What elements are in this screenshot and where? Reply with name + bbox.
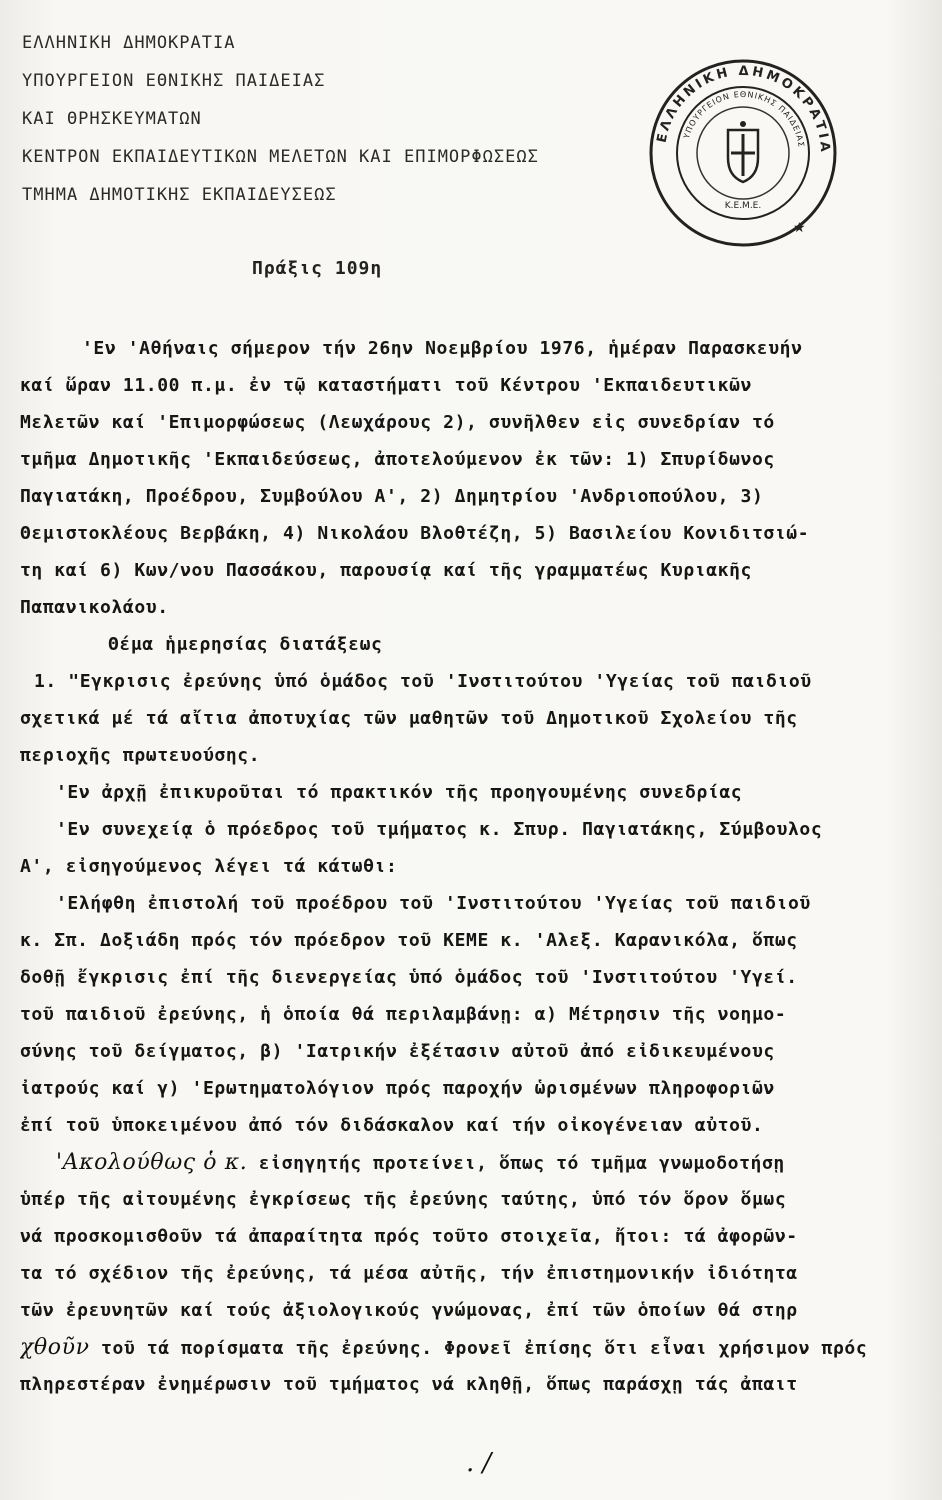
text-line: σύνης τοῦ δείγματος, β) 'Ιατρικήν ἐξέτασιν αὐτοῦ ἀπό εἰδικευμένους: [20, 1041, 775, 1062]
text-line-with-handwriting: [20, 1144, 932, 1181]
stamp-ring-text: ΕΛΛΗΝΙΚΗ ΔΗΜΟΚΡΑΤΙΑ: [654, 63, 833, 156]
minutes-body: [20, 330, 932, 1403]
letterhead-line: ΥΠΟΥΡΓΕΙΟΝ ΕΘΝΙΚΗΣ ΠΑΙΔΕΙΑΣ: [22, 71, 326, 91]
stamp-bottom-text: Κ.Ε.Μ.Ε.: [724, 201, 762, 211]
text-line: ἐπί τοῦ ὑποκειμένου ἀπό τόν διδάσκαλον καί τήν οἰκογένειαν αὐτοῦ.: [20, 1115, 764, 1136]
text-line: Παπανικολάου.: [20, 597, 169, 618]
page-continuation-mark: . /: [466, 1448, 492, 1478]
text-line: τοῦ τά πορίσματα τῆς ἐρεύνης. Φρονεῖ ἐπίσης ὅτι εἶναι χρήσιμον πρός: [101, 1338, 868, 1359]
text-line: 'Εν 'Αθήναις σήμερον τήν 26ην Νοεμβρίου 1976, ἡμέραν Παρασκευήν: [82, 338, 803, 359]
text-line: καί ὥραν 11.00 π.μ. ἐν τῷ καταστήματι τοῦ Κέντρου 'Εκπαιδευτικῶν: [20, 375, 752, 396]
handwritten-prefix: χθοῦν: [20, 1335, 90, 1360]
text-line: νά προσκομισθοῦν τά ἀπαραίτητα πρός τοῦτο στοιχεῖα, ἤτοι: τά ἀφορῶν-: [20, 1226, 798, 1247]
text-line: Μελετῶν καί 'Επιμορφώσεως (Λεωχάρους 2), συνῆλθεν εἰς συνεδρίαν τό: [20, 412, 775, 433]
text-line-with-handwriting: [20, 1329, 932, 1366]
text-line: σχετικά μέ τά αἴτια ἀποτυχίας τῶν μαθητῶν τοῦ Δημοτικοῦ Σχολείου τῆς: [20, 708, 798, 729]
text-line: 1. "Εγκρισις ἐρεύνης ὑπό ὁμάδος τοῦ 'Ινστιτούτου 'Υγείας τοῦ παιδιοῦ: [34, 671, 812, 692]
text-line: τῶν ἐρευνητῶν καί τούς ἀξιολογικούς γνώμονας, ἐπί τῶν ὁποίων θά στηρ: [20, 1300, 798, 1321]
stamp-inner-text: ΥΠΟΥΡΓΕΙΟΝ ΕΘΝΙΚΗΣ ΠΑΙΔΕΙΑΣ: [681, 89, 806, 149]
star-icon: ★: [793, 220, 806, 236]
text-line: δοθῇ ἔγκρισις ἐπί τῆς διενεργείας ὑπό ὁμάδος τοῦ 'Ινστιτούτου 'Υγεί.: [20, 967, 798, 988]
official-stamp: [648, 58, 838, 248]
text-line: Θεμιστοκλέους Βερβάκη, 4) Νικολάου Βλοθτέζη, 5) Βασιλείου Κονιδιτσιώ-: [20, 523, 810, 544]
text-line: Α', εἰσηγούμενος λέγει τά κάτωθι:: [20, 856, 398, 877]
letterhead-line: ΕΛΛΗΝΙΚΗ ΔΗΜΟΚΡΑΤΙΑ: [22, 33, 236, 53]
text-line: ὑπέρ τῆς αἰτουμένης ἐγκρίσεως τῆς ἐρεύνης ταύτης, ὑπό τόν ὅρον ὅμως: [20, 1189, 787, 1210]
act-number: Πράξις 109η: [252, 258, 383, 279]
letterhead-line: ΚΕΝΤΡΟΝ ΕΚΠΑΙΔΕΥΤΙΚΩΝ ΜΕΛΕΤΩΝ ΚΑΙ ΕΠΙΜΟΡΦΩΣΕΩΣ: [22, 147, 539, 167]
text-line: περιοχῆς πρωτευούσης.: [20, 745, 261, 766]
text-line: Παγιατάκη, Προέδρου, Συμβούλου Α', 2) Δημητρίου 'Ανδριοπούλου, 3): [20, 486, 764, 507]
letterhead-line: ΚΑΙ ΘΡΗΣΚΕΥΜΑΤΩΝ: [22, 109, 202, 129]
text-line: ἰατρούς καί γ) 'Ερωτηματολόγιον πρός παροχήν ὡρισμένων πληροφοριῶν: [20, 1078, 775, 1099]
text-line: 'Εν συνεχείᾳ ὁ πρόεδρος τοῦ τμήματος κ. Σπυρ. Παγιατάκης, Σύμβουλος: [56, 819, 823, 840]
letterhead-line: ΤΜΗΜΑ ΔΗΜΟΤΙΚΗΣ ΕΚΠΑΙΔΕΥΣΕΩΣ: [22, 185, 337, 205]
text-line: κ. Σπ. Δοξιάδη πρός τόν πρόεδρον τοῦ ΚΕΜΕ κ. 'Αλεξ. Καρανικόλα, ὅπως: [20, 930, 798, 951]
text-line: εἰσηγητής προτείνει, ὅπως τό τμῆμα γνωμοδοτήσῃ: [258, 1153, 785, 1174]
text-line: τα τό σχέδιον τῆς ἐρεύνης, τά μέσα αὐτῆς, τήν ἐπιστημονικήν ἰδιότητα: [20, 1263, 798, 1284]
handwritten-insert: 'Ακολούθως ὁ κ.: [56, 1150, 248, 1175]
text-line: τοῦ παιδιοῦ ἐρεύνης, ἡ ὁποία θά περιλαμβάνῃ: α) Μέτρησιν τῆς νοημο-: [20, 1004, 787, 1025]
agenda-heading: Θέμα ἡμερησίας διατάξεως: [108, 634, 383, 655]
coat-of-arms-icon: [728, 121, 758, 182]
text-line: πληρεστέραν ἐνημέρωσιν τοῦ τμήματος νά κληθῇ, ὅπως παράσχῃ τάς ἀπαιτ: [20, 1374, 798, 1395]
text-line: 'Ελήφθη ἐπιστολή τοῦ προέδρου τοῦ 'Ινστιτούτου 'Υγείας τοῦ παιδιοῦ: [56, 893, 811, 914]
text-line: τμῆμα Δημοτικῆς 'Εκπαιδεύσεως, ἀποτελούμενον ἐκ τῶν: 1) Σπυρίδωνος: [20, 449, 775, 470]
letterhead: [22, 24, 662, 214]
text-line: 'Εν ἀρχῇ ἐπικυροῦται τό πρακτικόν τῆς προηγουμένης συνεδρίας: [56, 782, 743, 803]
text-line: τη καί 6) Κων/νου Πασσάκου, παρουσίᾳ καί τῆς γραμματέως Κυριακῆς: [20, 560, 752, 581]
